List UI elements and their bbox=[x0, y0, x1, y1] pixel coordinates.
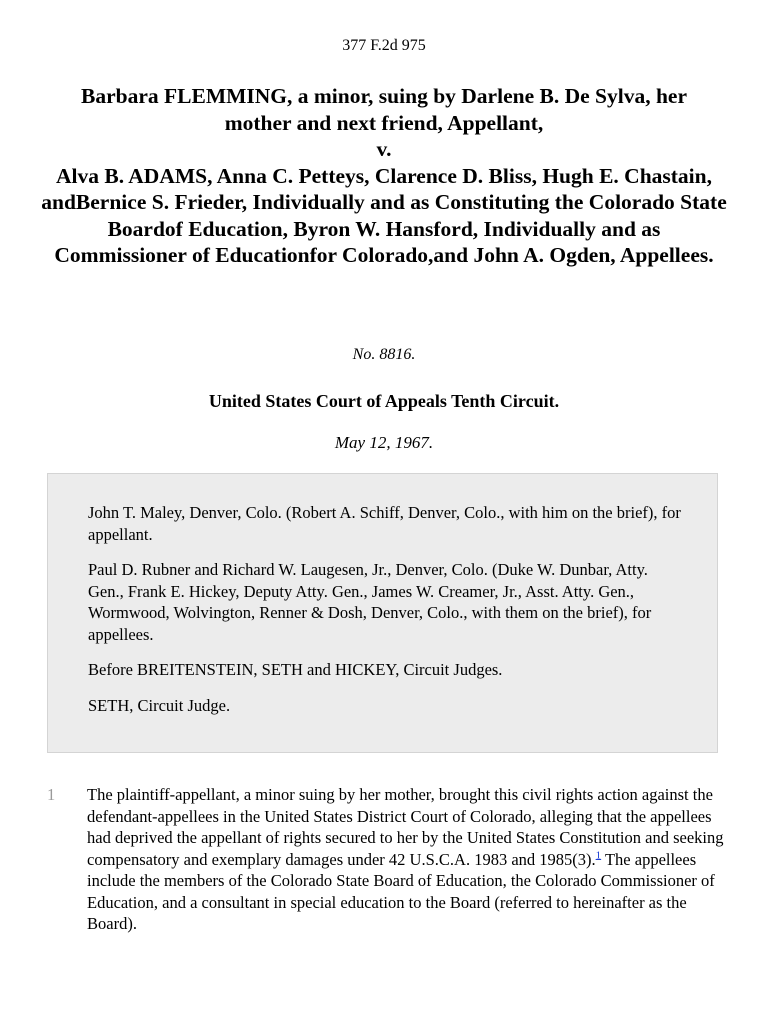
case-citation: 377 F.2d 975 bbox=[342, 37, 426, 54]
appellant-counsel: John T. Maley, Denver, Colo. (Robert A. Schiff, Denver, Colo., with him on the brief), for appellant. bbox=[88, 503, 681, 544]
docket-number: No. 8816. bbox=[352, 346, 416, 363]
court-name: United States Court of Appeals Tenth Circuit. bbox=[208, 391, 560, 411]
footnote-link[interactable]: 1 bbox=[595, 849, 602, 861]
counsel-panel bbox=[47, 473, 718, 753]
case-title bbox=[40, 83, 728, 269]
paragraph-number: 1 bbox=[47, 785, 56, 804]
case-title-versus: v. bbox=[376, 137, 392, 161]
opinion-paragraph bbox=[47, 784, 727, 935]
decision-date: May 12, 1967. bbox=[334, 433, 434, 452]
paragraph-text-after: The appellees include the members of the Colorado State Board of Education, the Colorado Commissioner of Education, and a consultant in special education to the Board (referred to hereinafter as the Board). bbox=[87, 849, 715, 933]
paragraph-text-before: The plaintiff-appellant, a minor suing by her mother, brought this civil rights action against the defendant-appellees in the United States District Court of Colorado, alleging that the appellees had deprived the appellant of rights secured to her by the United States Constitution and seeking compensatory and exemplary damages under 42 U.S.C.A. 1983 and 1985(3). bbox=[87, 785, 724, 869]
paragraph-text bbox=[87, 784, 727, 935]
case-title-line-1: Barbara FLEMMING, a minor, suing by Darlene B. De Sylva, her bbox=[81, 84, 687, 108]
appellee-counsel: Paul D. Rubner and Richard W. Laugesen, Jr., Denver, Colo. (Duke W. Dunbar, Atty. Gen., Frank E. Hickey, Deputy Atty. Gen., James W. Creamer, Jr., Asst. Atty. Gen., Wormwood, Wolvington, Renner & Dosh, Denver, Colo., with them on the brief), for appellees. bbox=[88, 560, 652, 644]
opinion-author: SETH, Circuit Judge. bbox=[88, 695, 231, 715]
case-title-line-2: mother and next friend, Appellant, bbox=[224, 110, 544, 135]
case-title-appellees: Alva B. ADAMS, Anna C. Petteys, Clarence D. Bliss, Hugh E. Chastain, andBernice S. Frieder, Individually and as Constituting the Colorado State Boardof Education, Byron W. Hansford, Individually and as Commissioner of Educationfor Colorado,and John A. Ogden, Appellees. bbox=[41, 163, 727, 267]
panel-judges: Before BREITENSTEIN, SETH and HICKEY, Circuit Judges. bbox=[88, 660, 503, 679]
